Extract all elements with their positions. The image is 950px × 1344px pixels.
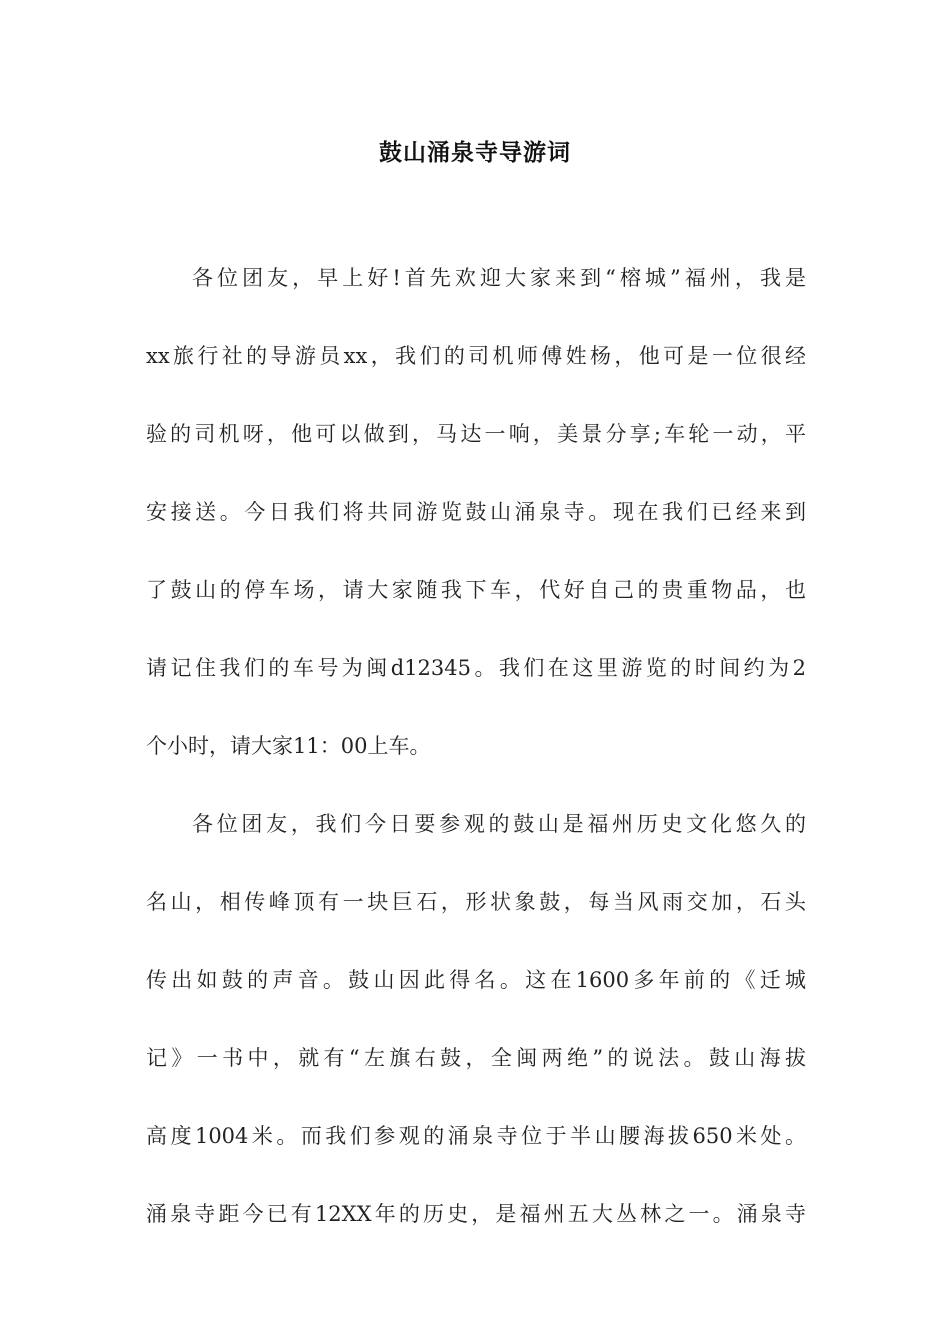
paragraph-2-line-2: 名山，相传峰顶有一块巨石，形状象鼓，每当风雨交加，石头 [146,890,806,914]
paragraph-2-line-5: 高度1004米。而我们参观的涌泉寺位于半山腰海拔650米处。 [146,1124,806,1148]
paragraph-2-line-6: 涌泉寺距今已有12XX年的历史，是福州五大丛林之一。涌泉寺 [146,1202,806,1226]
paragraph-1-line-6: 请记住我们的车号为闽d12345。我们在这里游览的时间约为2 [146,656,806,680]
page-title: 鼓山涌泉寺导游词 [379,140,571,166]
paragraph-1-line-5: 了鼓山的停车场，请大家随我下车，代好自己的贵重物品，也 [146,578,806,602]
paragraph-1-line-4: 安接送。今日我们将共同游览鼓山涌泉寺。现在我们已经来到 [146,500,806,524]
paragraph-2-line-3: 传出如鼓的声音。鼓山因此得名。这在1600多年前的《迁城 [146,968,806,992]
paragraph-2-line-4: 记》一书中，就有“左旗右鼓，全闽两绝”的说法。鼓山海拔 [146,1046,806,1070]
paragraph-2-line-1: 各位团友，我们今日要参观的鼓山是福州历史文化悠久的 [192,812,806,836]
paragraph-1-line-7: 个小时，请大家11：00上车。 [146,734,431,758]
paragraph-1-line-1: 各位团友，早上好!首先欢迎大家来到“榕城”福州，我是 [192,266,806,290]
paragraph-1-line-3: 验的司机呀，他可以做到，马达一响，美景分享;车轮一动，平 [146,422,806,446]
paragraph-1-line-2: xx旅行社的导游员xx，我们的司机师傅姓杨，他可是一位很经 [146,344,806,368]
